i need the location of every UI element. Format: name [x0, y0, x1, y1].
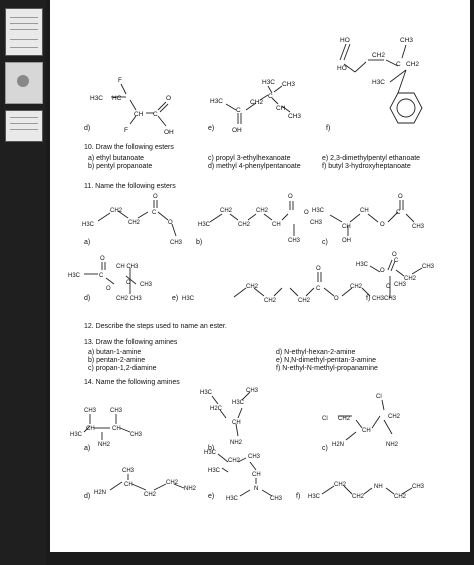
- ester-molecules: [68, 194, 435, 304]
- atom-label: CH: [342, 224, 351, 230]
- atom-label: CH3: [422, 264, 435, 270]
- atom-label: CH: [86, 426, 95, 432]
- atom-label: CH: [276, 105, 286, 112]
- atom-label: C: [152, 210, 157, 216]
- amine-molecules: [70, 388, 425, 502]
- atom-label: F: [118, 77, 122, 84]
- atom-label: CH3: [412, 224, 425, 230]
- atom-label: CH3: [248, 454, 261, 460]
- label-f: f): [296, 493, 301, 500]
- atom-label: CH2: [250, 99, 264, 106]
- atom-label: H3C: [204, 450, 217, 456]
- atom-label: CH: [362, 428, 371, 434]
- question-10: [84, 144, 420, 170]
- atom-label: CH3: [140, 282, 153, 288]
- question-title: 10. Draw the following esters: [84, 144, 174, 151]
- atom-label: HO: [337, 65, 347, 72]
- page-thumbnail-sidebar: [0, 0, 46, 565]
- atom-label: O: [106, 286, 111, 292]
- atom-label: CH: [124, 482, 133, 488]
- atom-label: CH2: [144, 492, 157, 498]
- atom-label: H3C: [90, 95, 104, 102]
- atom-label: C: [396, 210, 401, 216]
- atom-label: CH2: [264, 298, 277, 304]
- atom-label: O: [380, 268, 385, 274]
- atom-label: H3C: [356, 262, 369, 268]
- question-item: d) methyl 4-phenylpentanoate: [208, 163, 301, 170]
- atom-label: CH2: [298, 298, 311, 304]
- atom-label: CH3: [282, 81, 296, 88]
- atom-label: CH3: [288, 238, 301, 244]
- atom-label: H3C: [182, 296, 195, 302]
- atom-label: O: [380, 222, 385, 228]
- atom-label: OH: [232, 127, 242, 134]
- atom-label: H2N: [94, 490, 107, 496]
- atom-label: C: [316, 286, 321, 292]
- question-item: e) N,N-dimethyl-pentan-3-amine: [276, 357, 376, 364]
- atom-label: CH: [272, 222, 281, 228]
- atom-label: CH2: [128, 220, 141, 226]
- question-item: b) pentan-2-amine: [88, 357, 146, 364]
- atom-label: H3C: [70, 432, 83, 438]
- top-row-labels: [84, 125, 330, 132]
- atom-label: O: [304, 210, 309, 216]
- atom-label: H3C: [312, 208, 325, 214]
- atom-label: O: [334, 296, 339, 302]
- atom-label: CH3: [170, 240, 183, 246]
- atom-label: CH2: [220, 208, 233, 214]
- label-d: d): [84, 125, 91, 132]
- atom-label: C: [126, 280, 131, 286]
- atom-label: Cl: [322, 416, 328, 422]
- atom-label: CH3: [110, 408, 123, 414]
- label-e: e): [208, 493, 215, 500]
- atom-label: CH CH3: [116, 264, 139, 270]
- question-item: f) butyl 3-hydroxyheptanoate: [322, 163, 411, 170]
- question-item: c) propan-1,2-diamine: [88, 365, 157, 372]
- atom-label: NH2: [184, 486, 197, 492]
- atom-label: CH3: [288, 113, 302, 120]
- question-title: 11. Name the following esters: [84, 183, 176, 190]
- atom-label: H3C: [208, 468, 221, 474]
- atom-label: H3C: [198, 222, 211, 228]
- atom-label: CH2: [394, 494, 407, 500]
- atom-label: H3C: [210, 98, 224, 105]
- atom-label: O: [166, 95, 172, 102]
- label-b: b): [208, 445, 215, 452]
- atom-label: H3C: [308, 494, 321, 500]
- atom-label: C: [386, 284, 391, 290]
- page-thumbnail-3[interactable]: [5, 110, 43, 142]
- atom-label: O: [316, 266, 321, 272]
- atom-label: H3C: [262, 79, 276, 86]
- question-item: e) 2,3-dimethylpentyl ethanoate: [322, 155, 421, 162]
- atom-label: CH3: [310, 220, 323, 226]
- atom-label: NH2: [98, 442, 111, 448]
- label-e: e): [172, 295, 179, 302]
- page-thumbnail-1[interactable]: [5, 8, 43, 56]
- label-f: f): [366, 295, 371, 302]
- atom-label: CH3: [394, 282, 407, 288]
- atom-label: NH2: [230, 440, 243, 446]
- atom-label: C: [394, 258, 399, 264]
- atom-label: CH2: [406, 61, 420, 68]
- molecule-top-c: [337, 37, 419, 86]
- atom-label: CH3: [246, 388, 259, 394]
- label-c: c): [322, 239, 328, 246]
- question-title: 14. Name the following amines: [84, 379, 180, 386]
- atom-label: O: [398, 194, 403, 200]
- page-thumbnail-2[interactable]: [5, 62, 43, 104]
- atom-label: C: [396, 61, 401, 68]
- atom-label: CH2: [256, 208, 269, 214]
- question-item: a) ethyl butanoate: [88, 155, 145, 162]
- atom-label: CH3: [130, 432, 143, 438]
- atom-label: OH: [342, 238, 351, 244]
- atom-label: CH2: [388, 414, 401, 420]
- atom-label: CH2: [238, 222, 251, 228]
- label-b: b): [196, 239, 203, 246]
- document-page: [50, 0, 470, 552]
- atom-label: C: [268, 93, 273, 100]
- question-item: d) N-ethyl-hexan-2-amine: [276, 349, 356, 356]
- atom-label: CH2: [352, 494, 365, 500]
- atom-label: CH2 CH3: [116, 296, 142, 302]
- atom-label: O: [288, 194, 293, 200]
- atom-label: CH2: [404, 276, 417, 282]
- atom-label: CH3: [372, 296, 385, 302]
- atom-label: CH: [112, 426, 121, 432]
- atom-label: H3C: [200, 390, 213, 396]
- label-a: a): [84, 239, 91, 246]
- question-item: c) propyl 3-ethylhexanoate: [208, 155, 291, 162]
- atom-label: CH2: [166, 480, 179, 486]
- worksheet-drawing: [50, 0, 470, 552]
- atom-label: Cl: [376, 394, 382, 400]
- atom-label: H3C: [82, 222, 95, 228]
- atom-label: NH2: [386, 442, 399, 448]
- atom-label: H2C: [210, 406, 223, 412]
- atom-label: CH: [134, 111, 144, 118]
- atom-label: O: [100, 256, 105, 262]
- atom-label: CH2: [246, 284, 259, 290]
- question-item: b) pentyl propanoate: [88, 163, 153, 170]
- atom-label: HC: [112, 95, 122, 102]
- atom-label: C: [153, 111, 158, 118]
- atom-label: CH2: [228, 458, 241, 464]
- molecule-top-b: [210, 79, 301, 134]
- atom-label: CH: [232, 420, 241, 426]
- question-12-13: [84, 323, 378, 386]
- atom-label: H3C: [372, 79, 386, 86]
- atom-label: CH3: [84, 408, 97, 414]
- atom-label: H3C: [226, 496, 239, 502]
- atom-label: CH2: [334, 482, 347, 488]
- label-e: e): [208, 125, 215, 132]
- atom-label: CH2: [338, 416, 351, 422]
- atom-label: H2N: [332, 442, 345, 448]
- atom-label: C: [236, 107, 241, 114]
- atom-label: CH3: [412, 484, 425, 490]
- atom-label: CH3: [270, 496, 283, 502]
- atom-label: F: [124, 127, 128, 134]
- question-item: a) butan-1-amine: [88, 349, 142, 356]
- atom-label: CH3: [384, 296, 397, 302]
- question-title: 12. Describe the steps used to name an ester.: [84, 323, 227, 330]
- label-c: c): [322, 445, 328, 452]
- atom-label: OH: [164, 129, 174, 136]
- atom-label: CH2: [372, 52, 386, 59]
- label-a: a): [84, 445, 91, 452]
- atom-label: CH3: [400, 37, 414, 44]
- question-item: f) N-ethyl-N-methyl-propanamine: [276, 365, 378, 372]
- atom-label: CH2: [350, 284, 363, 290]
- atom-label: H3C: [68, 273, 81, 279]
- atom-label: C: [99, 273, 104, 279]
- atom-label: CH: [252, 472, 261, 478]
- atom-label: HO: [340, 37, 350, 44]
- atom-label: O: [168, 220, 173, 226]
- atom-label: CH: [360, 208, 369, 214]
- atom-label: O: [392, 252, 397, 258]
- question-title: 13. Draw the following amines: [84, 339, 178, 346]
- label-d: d): [84, 295, 91, 302]
- atom-label: O: [153, 194, 158, 200]
- atom-label: NH: [374, 484, 383, 490]
- atom-label: H3C: [232, 400, 245, 406]
- atom-label: CH3: [122, 468, 135, 474]
- label-f: f): [326, 125, 331, 132]
- atom-label: CH2: [110, 208, 123, 214]
- label-d: d): [84, 493, 91, 500]
- atom-label: N: [254, 486, 259, 492]
